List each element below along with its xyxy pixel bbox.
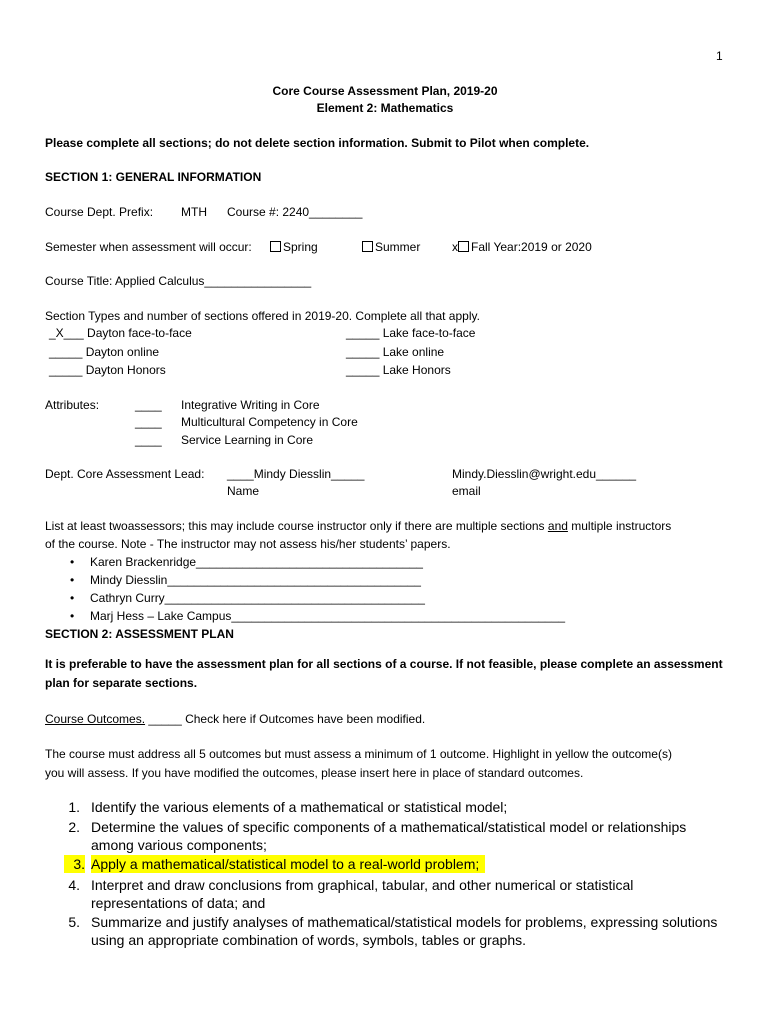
attribute-item: Service Learning in Core bbox=[181, 433, 314, 447]
lead-email: Mindy.Diesslin@wright.edu______ bbox=[452, 467, 637, 481]
outcome-text: Interpret and draw conclusions from graphical, tabular, and other numerical or statistical representations of data; and bbox=[91, 877, 634, 911]
course-outcomes-label: Course Outcomes. bbox=[45, 712, 146, 726]
attribute-item: Integrative Writing in Core bbox=[181, 398, 320, 412]
title-line-1: Core Course Assessment Plan, 2019-20 bbox=[272, 84, 498, 98]
preferable-line-2: plan for separate sections. bbox=[45, 676, 198, 690]
assessors-note: of the course. Note - The instructor may not assess his/her students’ papers. bbox=[45, 537, 451, 551]
attributes-label: Attributes: bbox=[45, 398, 100, 412]
outcome-text: Identify the various elements of a mathematical or statistical model; bbox=[91, 799, 508, 815]
outcome-text: Determine the values of specific components of a mathematical/statistical model or relationships among various components; bbox=[91, 819, 687, 853]
assessor-item: Marj Hess – Lake Campus__________________________________________________ bbox=[90, 609, 566, 623]
bullet-icon: • bbox=[70, 591, 75, 605]
attribute-blank: ____ bbox=[135, 398, 162, 412]
must-address-line-2: you will assess. If you have modified the outcomes, please insert here in place of standard outcomes. bbox=[45, 766, 584, 780]
bullet-icon: • bbox=[70, 609, 75, 623]
dept-prefix-value: MTH bbox=[181, 205, 207, 219]
attribute-blank: ____ bbox=[135, 433, 162, 447]
section-type-item: _____ Lake online bbox=[346, 345, 445, 359]
attribute-item: Multicultural Competency in Core bbox=[181, 415, 358, 429]
assessor-item: Mindy Diesslin______________________________________ bbox=[90, 573, 421, 587]
bullet-icon: • bbox=[70, 555, 75, 569]
summer-checkbox[interactable] bbox=[362, 241, 373, 252]
outcome-text-highlighted bbox=[91, 855, 485, 873]
section-type-item: _X___ Dayton face-to-face bbox=[49, 326, 192, 340]
outcome-number: 2. bbox=[68, 819, 80, 835]
assessors-intro: List at least twoassessors; this may include course instructor only if there are multiple sections and multiple instructors bbox=[45, 519, 672, 533]
spring-checkbox[interactable] bbox=[270, 241, 281, 252]
lead-label: Dept. Core Assessment Lead: bbox=[45, 467, 205, 481]
outcome-number: 3. bbox=[64, 855, 85, 873]
section2-heading: SECTION 2: ASSESSMENT PLAN bbox=[45, 627, 234, 641]
lead-name-caption: Name bbox=[227, 484, 260, 498]
preferable-line-1: It is preferable to have the assessment plan for all sections of a course. If not feasible, please complete an assessment bbox=[45, 657, 723, 671]
must-address-line-1: The course must address all 5 outcomes but must assess a minimum of 1 outcome. Highlight in yellow the outcome(s) bbox=[45, 747, 672, 761]
section-type-item: _____ Dayton online bbox=[49, 345, 160, 359]
assessor-item: Karen Brackenridge__________________________________ bbox=[90, 555, 423, 569]
dept-prefix-label: Course Dept. Prefix: bbox=[45, 205, 154, 219]
section-types-intro: Section Types and number of sections offered in 2019-20. Complete all that apply. bbox=[45, 309, 480, 323]
summer-option: Summer bbox=[362, 239, 420, 255]
spring-option: Spring bbox=[270, 239, 318, 255]
title-line-2: Element 2: Mathematics bbox=[316, 101, 454, 115]
assessor-item: Cathryn Curry_______________________________________ bbox=[90, 591, 425, 605]
outcome-number: 5. bbox=[68, 914, 80, 930]
section-type-item: _____ Lake Honors bbox=[346, 363, 451, 377]
section-type-item: _____ Lake face-to-face bbox=[346, 326, 476, 340]
lead-email-caption: email bbox=[452, 484, 481, 498]
outcome-number: 1. bbox=[68, 799, 80, 815]
course-outcomes-row: Course Outcomes. _____ Check here if Outcomes have been modified. bbox=[45, 712, 426, 726]
bullet-icon: • bbox=[70, 573, 75, 587]
section1-heading: SECTION 1: GENERAL INFORMATION bbox=[45, 170, 262, 184]
fall-option: x Fall Year:2019 or 2020 bbox=[452, 240, 592, 254]
section-type-item: _____ Dayton Honors bbox=[49, 363, 166, 377]
attribute-blank: ____ bbox=[135, 415, 162, 429]
semester-label: Semester when assessment will occur: bbox=[45, 240, 252, 254]
fall-checkbox[interactable] bbox=[458, 241, 469, 252]
outcome-number: 4. bbox=[68, 877, 80, 893]
instructions: Please complete all sections; do not delete section information. Submit to Pilot when complete. bbox=[45, 136, 590, 150]
outcome-text: Summarize and justify analyses of mathematical/statistical models for problems, expressing solutions using an appropriate combination of words, symbols, tables or graphs. bbox=[91, 914, 718, 948]
course-title: Course Title: Applied Calculus________________ bbox=[45, 274, 312, 288]
page-number: 1 bbox=[716, 49, 723, 63]
lead-name: ____Mindy Diesslin_____ bbox=[227, 467, 365, 481]
course-number: Course #: 2240________ bbox=[227, 205, 363, 219]
highlight-mark: Apply a mathematical/statistical model to a real-world problem; bbox=[91, 855, 485, 873]
